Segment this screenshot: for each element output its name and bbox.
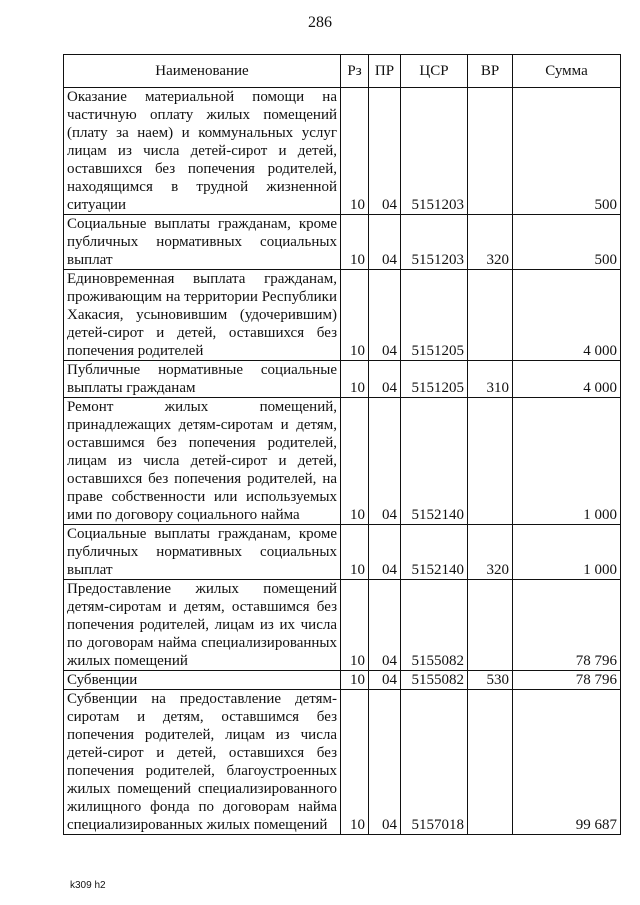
page-number: 286: [308, 14, 332, 31]
cell-sum: 4 000: [513, 361, 621, 398]
header-name: Наименование: [64, 55, 341, 88]
cell-rz: 10: [341, 88, 369, 215]
cell-csr: 5155082: [401, 580, 468, 671]
cell-pr: 04: [369, 270, 401, 361]
cell-csr: 5151205: [401, 270, 468, 361]
cell-pr: 04: [369, 580, 401, 671]
cell-name: Субвенции на предоставление детям-сиротам и детям, оставшимся без попечения родителей, лицам из числа детей-сирот и детей, оставшихся без попечения родителей, благоустроенных жилых помещений специализированного жилищного фонда по договорам найма специализированных жилых помещений: [64, 690, 341, 835]
cell-rz: 10: [341, 215, 369, 270]
cell-vr: [468, 270, 513, 361]
cell-csr: 5152140: [401, 398, 468, 525]
header-rz: Рз: [341, 55, 369, 88]
cell-sum: 500: [513, 88, 621, 215]
cell-csr: 5157018: [401, 690, 468, 835]
table-row: [64, 580, 621, 671]
table-row: [64, 671, 621, 690]
cell-name: Ремонт жилых помещений, принадлежащих детям-сиротам и детям, оставшимся без попечения родителей, лицам из числа детей-сирот и детей, оставшихся без попечения родителей, на праве собственности или используемых ими по договору социального найма: [64, 398, 341, 525]
cell-pr: 04: [369, 361, 401, 398]
cell-name: Публичные нормативные социальные выплаты гражданам: [64, 361, 341, 398]
footer-code: k309 h2: [70, 880, 106, 891]
cell-vr: [468, 580, 513, 671]
cell-vr: [468, 88, 513, 215]
cell-name: Оказание материальной помощи на частичную оплату жилых помещений (плату за наем) и коммунальных услуг лицам из числа детей-сирот и детей, оставшихся без попечения родителей, находящимся в трудной жизненной ситуации: [64, 88, 341, 215]
budget-table: [63, 54, 621, 835]
table-row: [64, 690, 621, 835]
cell-sum: 1 000: [513, 398, 621, 525]
cell-pr: 04: [369, 215, 401, 270]
cell-vr: 530: [468, 671, 513, 690]
cell-pr: 04: [369, 671, 401, 690]
cell-pr: 04: [369, 398, 401, 525]
cell-rz: 10: [341, 270, 369, 361]
cell-sum: 4 000: [513, 270, 621, 361]
cell-rz: 10: [341, 671, 369, 690]
cell-csr: 5152140: [401, 525, 468, 580]
header-sum: Сумма: [513, 55, 621, 88]
table-row: [64, 361, 621, 398]
cell-pr: 04: [369, 690, 401, 835]
table-header-row: [64, 55, 621, 88]
cell-csr: 5151205: [401, 361, 468, 398]
cell-csr: 5155082: [401, 671, 468, 690]
header-vr: ВР: [468, 55, 513, 88]
cell-rz: 10: [341, 398, 369, 525]
cell-rz: 10: [341, 361, 369, 398]
table-row: [64, 215, 621, 270]
cell-pr: 04: [369, 525, 401, 580]
cell-pr: 04: [369, 88, 401, 215]
cell-name: Единовременная выплата гражданам, проживающим на территории Республики Хакасия, усыновившим (удочерившим) детей-сирот и детей, оставшихся без попечения родителей: [64, 270, 341, 361]
table-row: [64, 525, 621, 580]
cell-sum: 1 000: [513, 525, 621, 580]
header-pr: ПР: [369, 55, 401, 88]
cell-name: Предоставление жилых помещений детям-сиротам и детям, оставшимся без попечения родителей, лицам из их числа по договорам найма специализированных жилых помещений: [64, 580, 341, 671]
header-csr: ЦСР: [401, 55, 468, 88]
cell-vr: 310: [468, 361, 513, 398]
cell-sum: 78 796: [513, 671, 621, 690]
cell-csr: 5151203: [401, 215, 468, 270]
table-row: [64, 88, 621, 215]
cell-name: Субвенции: [64, 671, 341, 690]
cell-vr: 320: [468, 215, 513, 270]
cell-rz: 10: [341, 690, 369, 835]
cell-vr: [468, 398, 513, 525]
cell-sum: 99 687: [513, 690, 621, 835]
cell-rz: 10: [341, 580, 369, 671]
cell-rz: 10: [341, 525, 369, 580]
cell-vr: [468, 690, 513, 835]
cell-name: Социальные выплаты гражданам, кроме публичных нормативных социальных выплат: [64, 525, 341, 580]
cell-csr: 5151203: [401, 88, 468, 215]
table-row: [64, 270, 621, 361]
cell-name: Социальные выплаты гражданам, кроме публичных нормативных социальных выплат: [64, 215, 341, 270]
table-row: [64, 398, 621, 525]
cell-vr: 320: [468, 525, 513, 580]
cell-sum: 500: [513, 215, 621, 270]
cell-sum: 78 796: [513, 580, 621, 671]
